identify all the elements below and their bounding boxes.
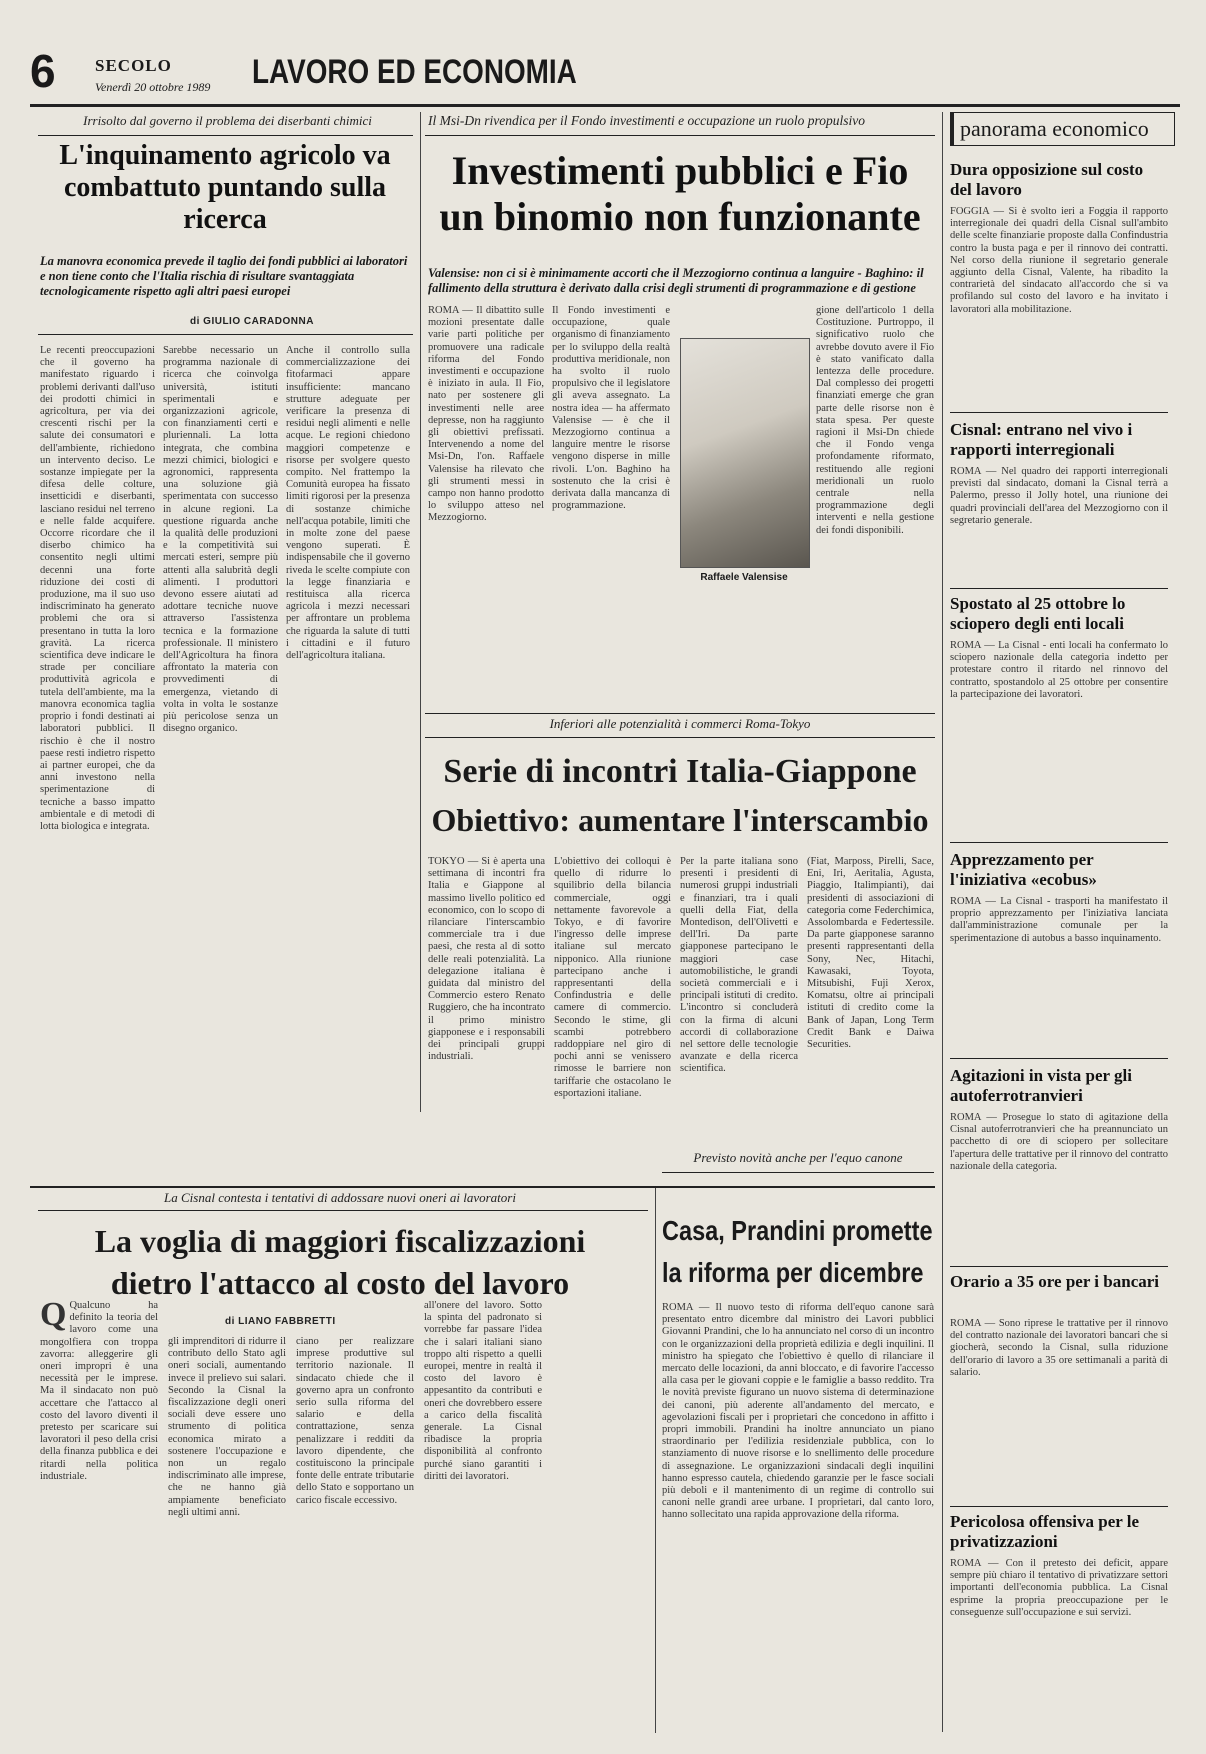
panorama-body-3: ROMA — La Cisnal - enti locali ha confermato lo sciopero nazionale della categoria indetto per protestare contro il ritardo nel rinnovo del contratto, spostandolo al 25 ottobre per consentire la partecipazione dei lavoratori. (950, 640, 1168, 700)
panorama-body-5: ROMA — Prosegue lo stato di agitazione della Cisnal autoferrotranvieri che ha preannunciato un pacchetto di ore di sciopero per sollecitare l'apertura delle trattative per il rinnovo del contratto nazionale della categoria. (950, 1112, 1168, 1172)
fisc-col-2 (168, 1336, 286, 1720)
agri-col-3 (286, 345, 410, 1125)
panorama-body-6: ROMA — Sono riprese le trattative per il rinnovo del contratto nazionale dei lavoratori bancari che si giocherà, secondo la Cisnal, sulla riduzione dell'orario di lavoro a 35 ore settimanali a parità di salario. (950, 1318, 1168, 1378)
divider-casa (655, 1188, 656, 1733)
casa-kicker-rule (662, 1172, 934, 1173)
japan-col-4 (807, 856, 934, 1181)
panorama-rule-2 (950, 588, 1168, 589)
agri-text-1: Le recenti preoccupazioni che il governo ha manifestato riguardo i problemi derivanti dall'uso dei prodotti chimici in agricoltura, per via dei crescenti rischi per la salute dei consumatori e dell'ambiente, richiedono un intervento deciso. Le sostanze impiegate per la difesa delle colture, insetticidi e diserbanti, lasciano residui nel terreno e nelle falde acquifere. Occorre ricordare che il diserbo chimico ha consentito negli ultimi decenni una forte riduzione dei costi di produzione, ma il suo uso indiscriminato ha generato problemi che ora si presentano in tutta la loro gravità. La ricerca scientifica deve indicare le strade per conciliare produttività agricola e tutela dell'ambiente, ma la manovra economica taglia proprio i fondi destinati ai laboratori pubblici. Il rischio è che il nostro paese resti indietro rispetto ai partner europei, che da anni investono nella sperimentazione di tecniche a basso impatto ambientale e di metodi di lotta biologica e integrata. (40, 345, 155, 832)
fisc-top-rule (30, 1186, 935, 1188)
masthead-rule (30, 104, 1180, 107)
fio-col-3 (816, 305, 934, 705)
fisc-text-4: all'onere del lavoro. Sotto la spinta del padronato si vorrebbe far passare l'idea che i salari italiani siano troppo alti rispetto a quelli europei, mentre in realtà il costo del lavoro è appesantito da contributi e oneri che dovrebbero essere a carico della fiscalità generale. La Cisnal ribadisce la propria disponibilità al confronto purché siano garantiti i diritti dei lavoratori. (424, 1300, 542, 1482)
panorama-head-1: Dura opposizione sul costo del lavoro (950, 160, 1144, 199)
fio-text-1: ROMA — Il dibattito sulle mozioni presentate dalle varie parti politiche per promuovere una radicale riforma del Fondo investimenti e occupazione è iniziato in aula. Il Fio, nato per sostenere gli investimenti nelle aree depresse, non ha raggiunto gli obiettivi prefissati. Intervenendo a nome del Msi-Dn, l'on. Raffaele Valensise ha rilevato che gli strumenti messi in campo non hanno prodotto lo sviluppo atteso nel Mezzogiorno. (428, 305, 544, 524)
panorama-rule-5 (950, 1266, 1168, 1267)
fisc-col-1 (40, 1300, 158, 1720)
panorama-rule-4 (950, 1058, 1168, 1059)
panorama-body-7: ROMA — Con il pretesto dei deficit, appare sempre più chiaro il tentativo di privatizzare settori importanti dell'economia pubblica. La Cisnal esprime la propria preoccupazione per le conseguenze sull'occupazione e sui servizi. (950, 1558, 1168, 1618)
japan-kicker-rule (425, 737, 935, 738)
casa-headline-2: la riforma per dicembre (662, 1257, 924, 1288)
panorama-body-1: FOGGIA — Si è svolto ieri a Foggia il rapporto interregionale dei quadri della Cisnal sull'ambito delle scelte finanziarie proposte dalla Confindustria contro la busta paga e per il rinnovo dei contratti. Nel corso della riunione il segretario generale aggiunto della Cisnal, Valente, ha ribadito la contrarietà del sindacato all'accordo che si va profilando sul costo del lavoro e ha invitato i lavoratori alla mobilitazione. (950, 206, 1168, 315)
agri-byline: di GIULIO CARADONNA (190, 316, 314, 327)
panorama-head-2: Cisnal: entrano nel vivo i rapporti interregionali (950, 420, 1133, 459)
fio-headline: Investimenti pubblici e Fio un binomio non funzionante (439, 148, 921, 239)
fio-text-3: gione dell'articolo 1 della Costituzione. Purtroppo, il significativo ruolo che avrebbe dovuto avere il Fio è stato vanificato dalla lentezza delle procedure. Dal complesso dei progetti finanziati emerge che gran parte delle risorse non è stata spesa. Per queste ragioni il Msi-Dn chiede che il Fondo venga profondamente riformato, restituendo alle regioni meridionali un ruolo centrale nella programmazione degli interventi e nella gestione dei fondi disponibili. (816, 305, 934, 536)
panorama-title-box (950, 112, 1175, 146)
agri-col-2 (163, 345, 278, 1125)
panorama-head-6: Orario a 35 ore per i bancari (950, 1272, 1160, 1291)
japan-col-1 (428, 856, 545, 1181)
divider-agri (420, 112, 421, 1112)
panorama-text-3 (950, 640, 1168, 840)
fisc-col-4 (424, 1300, 542, 1720)
paper-name: SECOLO (95, 56, 172, 75)
agri-text-2: Sarebbe necessario un programma nazionale di ricerca che coinvolga università, istituti sperimentali e organizzazioni agricole, con finanziamenti certi e pluriennali. La lotta integrata, che combina mezzi chimici, biologici e agronomici, rappresenta una soluzione già sperimentata con successo in alcune regioni. La questione riguarda anche la qualità delle produzioni e la competitività sui mercati esteri, sempre più attenti alla salubrità degli alimenti. I produttori devono essere aiutati ad adottare tecniche nuove attraverso l'assistenza tecnica e la formazione professionale. Il ministero dell'Agricoltura ha finora affrontato la materia con provvedimenti di emergenza, vietando di volta in volta le sostanze più pericolose senza un disegno organico. (163, 345, 278, 735)
panorama-body-2: ROMA — Nel quadro dei rapporti interregionali previsti dal sindacato, domani la Cisnal terrà a Palermo, presso il Jolly hotel, una riunione dei quadri provinciali dell'area del Mezzogiorno con il segretario generale. (950, 466, 1168, 526)
casa-col (662, 1302, 934, 1722)
fisc-text-2: gli imprenditori di ridurre il contributo dello Stato agli oneri sociali, aumentando invece il prelievo sui salari. Secondo la Cisnal la fiscalizzazione degli oneri sociali deve essere uno strumento di politica economica mirato a sostenere l'occupazione e non un regalo indiscriminato alle imprese, che ne hanno già ampiamente beneficiato negli ultimi anni. (168, 1336, 286, 1518)
panorama-text-5 (950, 1112, 1168, 1282)
panorama-text-4 (950, 896, 1168, 1056)
agri-kicker: Irrisolto dal governo il problema dei diserbanti chimici (83, 113, 372, 128)
japan-headline-1: Serie di incontri Italia-Giappone (443, 753, 917, 790)
panorama-head-4: Apprezzamento per l'iniziativa «ecobus» (950, 850, 1097, 889)
fisc-dropcap: Q (40, 1300, 67, 1333)
divider-sidebar (942, 112, 943, 1732)
agri-kicker-rule (38, 135, 413, 136)
japan-headline-2: Obiettivo: aumentare l'interscambio (431, 802, 929, 838)
panorama-title: panorama economico (960, 116, 1149, 141)
japan-col-2 (554, 856, 671, 1181)
panorama-text-2 (950, 466, 1168, 586)
fio-col-1 (428, 305, 544, 705)
fio-col-2 (552, 305, 670, 705)
section-title: LAVORO ED ECONOMIA (252, 53, 577, 91)
panorama-rule-1 (950, 412, 1168, 413)
agri-col-1 (40, 345, 155, 1125)
japan-text-1: TOKYO — Si è aperta una settimana di incontri fra Italia e Giappone al massimo livello politico ed economico, con lo scopo di rilanciare l'interscambio commerciale tra i due paesi, che resta al di sotto delle reali potenzialità. La delegazione italiana è guidata dal ministro del Commercio estero Renato Ruggiero, che ha incontrato il primo ministro giapponese e i responsabili dei principali gruppi industriali. (428, 856, 545, 1063)
fisc-kicker: La Cisnal contesta i tentativi di addossare nuovi oneri ai lavoratori (164, 1190, 516, 1205)
fio-kicker-rule (425, 135, 935, 136)
panorama-text-1 (950, 206, 1168, 406)
japan-text-4: (Fiat, Marposs, Pirelli, Sace, Eni, Iri, Aeritalia, Agusta, Piaggio, Italimpianti), dai presidenti di associazioni di categoria come Federchimica, Assolombarda e Federtessile. Da parte giapponese saranno presenti rappresentanti della Sony, Nec, Hitachi, Kawasaki, Toyota, Mitsubishi, Fuji Xerox, Komatsu, oltre ai principali istituti di credito come la Bank of Japan, Long Term Credit Bank e Daiwa Securities. (807, 856, 934, 1051)
agri-byline-rule (38, 334, 413, 335)
casa-headline-1: Casa, Prandini promette (662, 1215, 933, 1246)
japan-kicker: Inferiori alle potenzialità i commerci Roma-Tokyo (549, 716, 811, 731)
casa-text: ROMA — Il nuovo testo di riforma dell'equo canone sarà presentato entro dicembre dal ministro dei Lavori pubblici Giovanni Prandini, che lo ha annunciato nel corso di un incontro con le organizzazioni della proprietà edilizia e degli inquilini. Il ministro ha spiegato che l'obiettivo è quello di rilanciare il mercato delle locazioni, da anni bloccato, e di favorire l'accesso alla casa per le giovani coppie e le famiglie a basso reddito. Tra le novità previste figurano un nuovo sistema di determinazione dei canoni, più aderente all'andamento del mercato, e agevolazioni fiscali per i proprietari che concedono in affitto i propri immobili. Prandini ha inoltre annunciato un piano straordinario per l'edilizia residenziale pubblica, con lo stanziamento di nuove risorse e lo snellimento delle procedure di assegnazione. Le organizzazioni sindacali degli inquilini hanno espresso cautela, chiedendo garanzie per le fasce sociali più deboli e il mantenimento di un regime di controllo sui canoni nelle grandi aree urbane. I proprietari, dal canto loro, hanno sollecitato una rapida approvazione della riforma. (662, 1302, 934, 1521)
fio-text-2: Il Fondo investimenti e occupazione, quale organismo di finanziamento per lo sviluppo della realtà produttiva meridionale, non ha svolto il ruolo propulsivo che il legislatore gli aveva assegnato. La nostra idea — ha affermato Valensise — è che il Mezzogiorno continua a languire mentre le risorse vengono disperse in mille rivoli. L'on. Baghino ha sostenuto che la crisi è derivata dalla mancanza di programmazione. (552, 305, 670, 512)
japan-text-3: Per la parte italiana sono presenti i presidenti di numerosi gruppi industriali e finanziari, tra i quali quelli della Fiat, della Montedison, dell'Olivetti e dell'Iri. Da parte giapponese partecipano le maggiori case automobilistiche, le grandi società commerciali e i principali istituti di credito. L'incontro si concluderà con la firma di alcuni accordi di collaborazione nel settore delle tecnologie avanzate e della ricerca scientifica. (680, 856, 798, 1075)
issue-date: Venerdì 20 ottobre 1989 (95, 80, 211, 94)
panorama-head-5: Agitazioni in vista per gli autoferrotranvieri (950, 1066, 1132, 1105)
fisc-headline-2: dietro l'attacco al costo del lavoro (110, 1265, 570, 1301)
agri-text-3: Anche il controllo sulla commercializzazione dei fitofarmaci appare insufficiente: mancano strutture adeguate per verificare la presenza di residui negli alimenti e nelle acque. Le regioni chiedono maggiori competenze e risorse per svolgere questo compito. Nel frattempo la Comunità europea ha fissato limiti rigorosi per la presenza di sostanze chimiche nell'acqua potabile, limiti che in molte zone del paese vengono superati. È indispensabile che il governo riveda le scelte compiute con la legge finanziaria e restituisca alla ricerca agricola i mezzi necessari per affrontare un problema che riguarda la salute di tutti i cittadini e il futuro dell'agricoltura italiana. (286, 345, 410, 662)
panorama-head-3: Spostato al 25 ottobre lo sciopero degli enti locali (950, 594, 1126, 633)
fisc-headline-1: La voglia di maggiori fiscalizzazioni (94, 1223, 586, 1259)
panorama-text-6 (950, 1318, 1168, 1508)
valensise-photo (680, 338, 810, 568)
panorama-text-7 (950, 1558, 1168, 1728)
panorama-rule-6 (950, 1506, 1168, 1507)
panorama-head-7: Pericolosa offensiva per le privatizzazioni (950, 1512, 1140, 1551)
japan-top-rule (425, 713, 935, 714)
fio-subhead: Valensise: non ci si è minimamente accorti che il Mezzogiorno continua a languire - Baghino: il fallimento della struttura è derivato dalla crisi degli strumenti di programmazione e di gestione (428, 266, 924, 295)
fisc-text-3: ciano per realizzare imprese produttive sul territorio nazionale. Il sindacato chiede che il governo apra un confronto serio sulla riforma del salario e della contrattazione, senza penalizzare i redditi da lavoro dipendente, che costituiscono la principale fonte delle entrate tributarie dello Stato e sopportano un carico fiscale eccessivo. (296, 1336, 414, 1506)
photo-caption: Raffaele Valensise (700, 572, 788, 583)
japan-col-3 (680, 856, 798, 1181)
agri-headline: L'inquinamento agricolo va combattuto puntando sulla ricerca (59, 140, 391, 235)
page-number: 6 (30, 45, 56, 97)
fisc-text-1: Qualcuno ha definito la teoria del lavoro come una mongolfiera con troppa zavorra: alleggerire gli oneri impropri è una necessità per le imprese. Ma il sindacato non può accettare che l'attacco al costo del lavoro diventi il pretesto per scaricare sui lavoratori il peso della crisi della finanza pubblica e dei ritardi nella politica industriale. (40, 1300, 158, 1482)
agri-subhead: La manovra economica prevede il taglio dei fondi pubblici ai laboratori e non tiene conto che l'Italia rischia di risultare svantaggiata tecnologicamente rispetto agli altri paesi europei (40, 254, 408, 298)
fisc-byline: di LIANO FABBRETTI (225, 1316, 336, 1327)
japan-text-2: L'obiettivo dei colloqui è quello di ridurre lo squilibrio della bilancia commerciale, oggi nettamente favorevole a Tokyo, e di favorire l'ingresso delle imprese italiane sul mercato nipponico. Alla riunione partecipano anche i rappresentanti della Confindustria e delle camere di commercio. Secondo le stime, gli scambi potrebbero raddoppiare nel giro di pochi anni se venissero rimosse le barriere non tariffarie che ostacolano le esportazioni italiane. (554, 856, 671, 1099)
panorama-rule-3 (950, 842, 1168, 843)
panorama-body-4: ROMA — La Cisnal - trasporti ha manifestato il proprio apprezzamento per l'iniziativa lanciata dall'amministrazione comunale per la sperimentazione di autobus a basso inquinamento. (950, 896, 1168, 944)
casa-kicker: Previsto novità anche per l'equo canone (693, 1150, 903, 1165)
fio-kicker: Il Msi-Dn rivendica per il Fondo investimenti e occupazione un ruolo propulsivo (428, 113, 866, 128)
fisc-kicker-rule (38, 1210, 648, 1211)
fisc-col-3 (296, 1336, 414, 1720)
